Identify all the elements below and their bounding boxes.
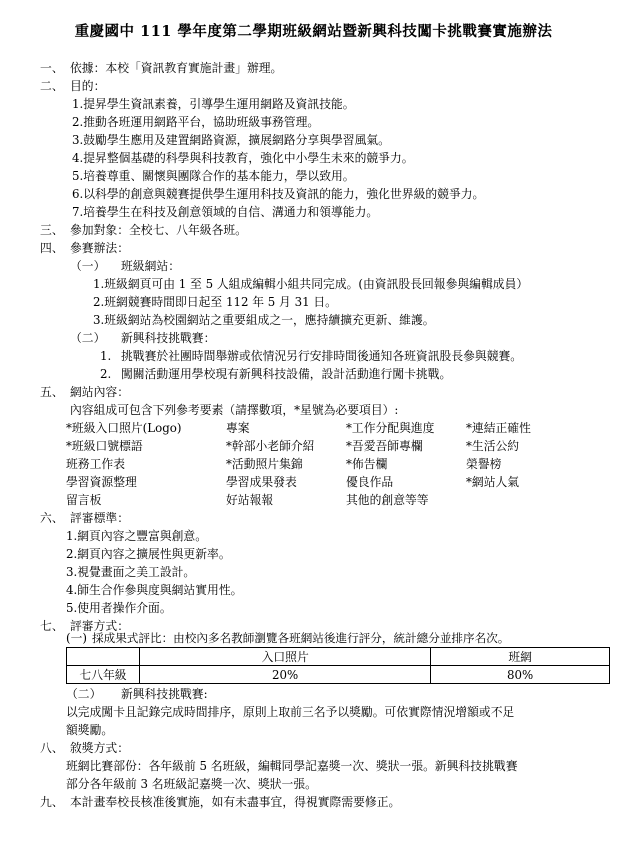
content-element: *吾愛吾師專欄 xyxy=(346,439,423,453)
section-5-heading: 網站內容： xyxy=(70,385,129,399)
section-6-heading: 評審標準： xyxy=(70,511,129,525)
purpose-item: 1.提昇學生資訊素養，引導學生運用網路及資訊技能。 xyxy=(72,97,355,111)
section-9-number: 九、 xyxy=(40,795,64,809)
purpose-item: 5.培養尊重、關懷與團隊合作的基本能力，學以致用。 xyxy=(72,169,355,183)
section-7-heading: 評審方式： xyxy=(70,619,129,633)
subsection-7-2-heading: 新興科技挑戰賽: xyxy=(121,687,208,701)
challenge-item-text: 闖關活動運用學校現有新興科技設備，設計活動進行闖卡挑戰。 xyxy=(121,367,452,381)
subsection-4-2-heading: 新興科技挑戰賽： xyxy=(121,331,216,345)
section-8-number: 八、 xyxy=(40,741,64,755)
section-2-heading: 目的： xyxy=(70,79,106,93)
section-5-number: 五、 xyxy=(40,385,64,399)
criteria-item: 5.使用者操作介面。 xyxy=(66,601,172,615)
subsection-4-1-number: （一） xyxy=(70,259,106,273)
challenge-item-number: 1. xyxy=(100,349,112,363)
document-title: 重慶國中 111 學年度第二學期班級網站暨新興科技闖卡挑戰賽實施辦法 xyxy=(74,23,553,40)
table-cell: 七八年級 xyxy=(67,666,140,684)
table-header-cell xyxy=(67,648,140,666)
table-cell: 20% xyxy=(140,666,431,684)
content-element: *工作分配與進度 xyxy=(346,421,435,435)
content-element: *班級入口照片(Logo) xyxy=(66,421,182,435)
section-2-number: 二、 xyxy=(40,79,64,93)
challenge-item-text: 挑戰賽於社團時間舉辦或依情況另行安排時間後通知各班資訊股長參與競賽。 xyxy=(121,349,523,363)
subsection-7-1-text: 採成果式評比：由校內多名教師瀏覽各班網站後進行評分，統計總分並排序名次。 xyxy=(92,631,510,645)
criteria-item: 1.網頁內容之豐富與創意。 xyxy=(66,529,208,543)
table-cell: 80% xyxy=(431,666,610,684)
website-rule-item: 2.班網競賽時間即日起至 112 年 5 月 31 日。 xyxy=(93,295,337,309)
section-6-number: 六、 xyxy=(40,511,64,525)
subsection-7-1-number: (一) xyxy=(66,631,88,645)
content-element: *活動照片集錦 xyxy=(226,457,303,471)
content-element: 專案 xyxy=(226,421,250,435)
purpose-item: 7.培養學生在科技及創意領域的自信、溝通力和領導能力。 xyxy=(72,205,379,219)
section-1-number: 一、 xyxy=(40,61,64,75)
table-header-cell: 入口照片 xyxy=(140,648,431,666)
content-element: *班級口號標語 xyxy=(66,439,143,453)
purpose-item: 3.鼓勵學生應用及建置網路資源，擴展網路分享與學習風氣。 xyxy=(72,133,390,147)
subsection-4-2-number: （二） xyxy=(70,331,106,345)
purpose-item: 2.推動各班運用網路平台，協助班級事務管理。 xyxy=(72,115,320,129)
award-paragraph: 部分各年級前 3 名班級記嘉獎一次、獎狀一張。 xyxy=(66,777,317,791)
content-intro: 內容組成可包含下列參考要素（請擇數項，*星號為必要項目）: xyxy=(70,403,399,417)
section-1-text: 依據：本校「資訊教育實施計畫」辦理。 xyxy=(70,61,283,75)
challenge-award-paragraph: 額獎勵。 xyxy=(66,723,114,737)
criteria-item: 3.視覺畫面之美工設計。 xyxy=(66,565,196,579)
content-element: 優良作品 xyxy=(346,475,394,489)
award-paragraph: 班網比賽部份：各年級前 5 名班級，編輯同學記嘉獎一次、獎狀一張。新興科技挑戰賽 xyxy=(66,759,518,773)
subsection-4-1-heading: 班級網站： xyxy=(121,259,180,273)
scoring-table xyxy=(66,647,610,684)
content-element: *網站人氣 xyxy=(466,475,520,489)
table-header-cell: 班網 xyxy=(431,648,610,666)
section-3-text: 參加對象：全校七、八年級各班。 xyxy=(70,223,247,237)
challenge-item-number: 2. xyxy=(100,367,112,381)
purpose-item: 4.提昇整個基礎的科學與科技教育，強化中小學生未來的競爭力。 xyxy=(72,151,414,165)
section-8-heading: 敘獎方式： xyxy=(70,741,129,755)
scoring-table-row xyxy=(67,666,610,684)
content-element: 學習成果發表 xyxy=(226,475,297,489)
content-element: 好站報報 xyxy=(226,493,274,507)
content-element: *生活公約 xyxy=(466,439,520,453)
criteria-item: 2.網頁內容之擴展性與更新率。 xyxy=(66,547,231,561)
section-4-heading: 參賽辦法： xyxy=(70,241,129,255)
section-3-number: 三、 xyxy=(40,223,64,237)
section-7-number: 七、 xyxy=(40,619,64,633)
challenge-award-paragraph: 以完成闖卡且記錄完成時間排序，原則上取前三名予以獎勵。可依實際情況增額或不足 xyxy=(66,705,515,719)
subsection-7-2-number: （二） xyxy=(66,687,102,701)
content-element: *幹部小老師介紹 xyxy=(226,439,315,453)
content-element: 學習資源整理 xyxy=(66,475,137,489)
content-element: *佈告欄 xyxy=(346,457,388,471)
section-4-number: 四、 xyxy=(40,241,64,255)
content-element: 班務工作表 xyxy=(66,457,125,471)
website-rule-item: 3.班級網站為校園網站之重要組成之一，應持續擴充更新、維護。 xyxy=(93,313,435,327)
content-element: *連結正確性 xyxy=(466,421,531,435)
website-rule-item: 1.班級網頁可由 1 至 5 人組成編輯小組共同完成。(由資訊股長回報參與編輯成員） xyxy=(93,277,529,291)
section-9-text: 本計畫奉校長核准後實施，如有未盡事宜，得視實際需要修正。 xyxy=(70,795,401,809)
scoring-table-header-row xyxy=(67,648,610,666)
criteria-item: 4.師生合作參與度與網站實用性。 xyxy=(66,583,243,597)
content-element: 留言板 xyxy=(66,493,102,507)
content-element: 其他的創意等等 xyxy=(346,493,429,507)
content-element: 榮譽榜 xyxy=(466,457,502,471)
purpose-item: 6.以科學的創意與競賽提供學生運用科技及資訊的能力，強化世界級的競爭力。 xyxy=(72,187,485,201)
